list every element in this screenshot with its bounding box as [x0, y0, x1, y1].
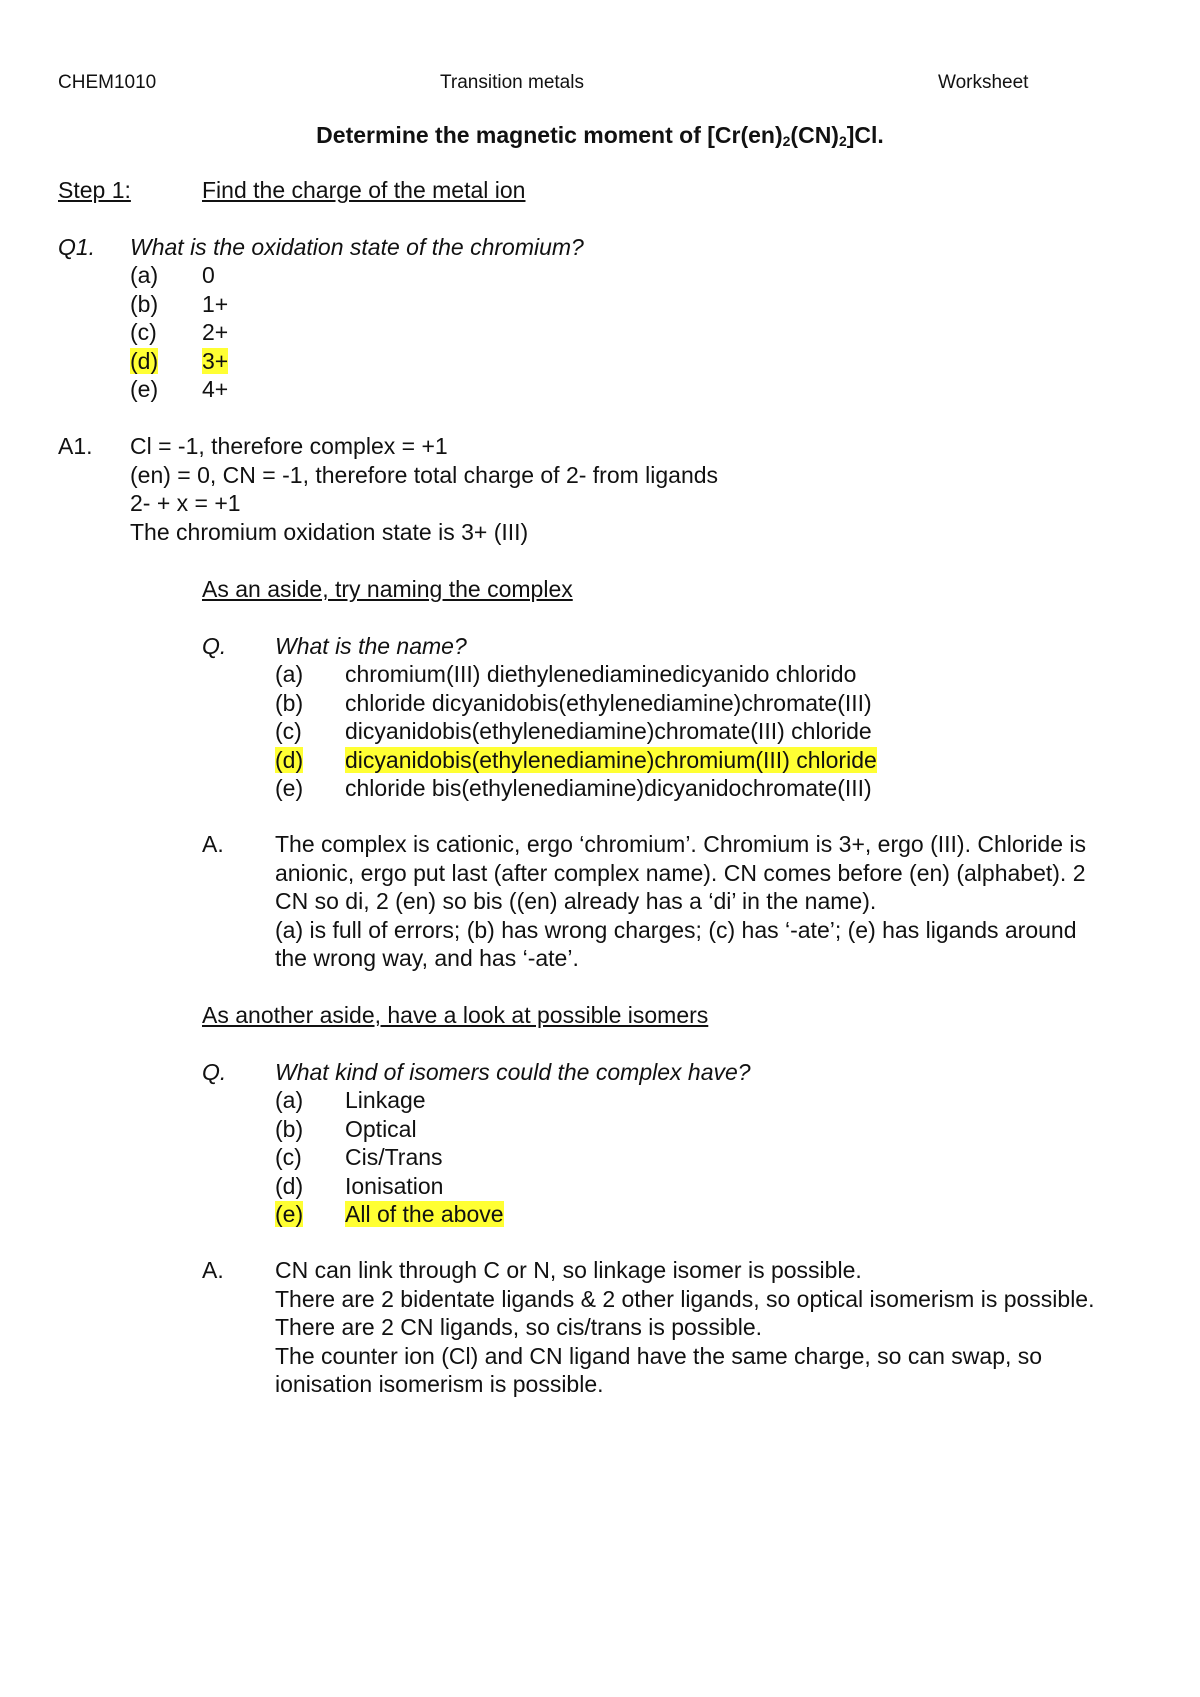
aside2-answer-line: ionisation isomerism is possible. — [275, 1371, 604, 1397]
q1-option-e-text: 4+ — [202, 376, 229, 402]
aside1-answer — [275, 830, 1086, 973]
header-topic: Transition metals — [440, 72, 584, 93]
aside2-heading: As another aside, have a look at possible isomers — [202, 1002, 709, 1028]
aside1-answer-line: the wrong way, and has ‘-ate’. — [275, 945, 579, 971]
aside2-option-b-text: Optical — [345, 1115, 417, 1142]
q1-option-texts — [202, 261, 228, 404]
aside1-answer-line: anionic, ergo put last (after complex name). CN comes before (en) (alphabet). 2 — [275, 859, 1086, 886]
aside2-option-texts — [345, 1086, 504, 1229]
a1-label: A1. — [58, 433, 93, 459]
aside1-option-a-letter: (a) — [275, 661, 304, 687]
aside2-option-d-text: Ionisation — [345, 1172, 444, 1199]
a1-answer — [130, 432, 718, 546]
header-course-code: CHEM1010 — [58, 72, 157, 93]
aside2-answer-line: There are 2 bidentate ligands & 2 other ligands, so optical isomerism is possible. — [275, 1285, 1095, 1312]
aside1-a-label: A. — [202, 831, 224, 857]
aside2-option-a-text: Linkage — [345, 1087, 426, 1113]
aside2-answer-line: The counter ion (Cl) and CN ligand have the same charge, so can swap, so — [275, 1342, 1043, 1369]
q1-option-letters — [130, 261, 158, 404]
aside1-answer-line: (a) is full of errors; (b) has wrong charges; (c) has ‘-ate’; (e) has ligands around — [275, 916, 1077, 943]
q1-option-a-text: 0 — [202, 262, 215, 288]
q1-option-a-letter: (a) — [130, 262, 159, 288]
aside2-option-a-letter: (a) — [275, 1087, 304, 1113]
aside1-option-a-text: chromium(III) diethylenediaminedicyanido chlorido — [345, 661, 857, 687]
aside1-q-label: Q. — [202, 633, 227, 659]
aside1-answer-line: CN so di, 2 (en) so bis ((en) already has a ‘di’ in the name). — [275, 888, 877, 914]
aside2-option-b-letter: (b) — [275, 1115, 304, 1142]
q1-option-d-letter: (d) — [130, 347, 159, 374]
aside2-option-letters — [275, 1086, 303, 1229]
aside2-answer — [275, 1256, 1095, 1399]
aside2-option-e-text: All of the above — [345, 1201, 504, 1227]
aside1-option-b-letter: (b) — [275, 689, 304, 716]
aside1-option-e-text: chloride bis(ethylenediamine)dicyanidochromate(III) — [345, 775, 872, 801]
step1-text: Find the charge of the metal ion — [202, 177, 526, 203]
aside1-question: What is the name? — [275, 633, 467, 659]
a1-line: (en) = 0, CN = -1, therefore total charge of 2- from ligands — [130, 461, 719, 488]
aside2-a-label: A. — [202, 1257, 224, 1283]
aside1-answer-line: The complex is cationic, ergo ‘chromium’. Chromium is 3+, ergo (III). Chloride is — [275, 831, 1087, 857]
aside1-option-d-letter: (d) — [275, 746, 304, 773]
aside2-option-e-letter: (e) — [275, 1201, 304, 1227]
aside2-option-d-letter: (d) — [275, 1172, 304, 1199]
aside1-option-d-text: dicyanidobis(ethylenediamine)chromium(III) chloride — [345, 746, 877, 773]
q1-option-d-text: 3+ — [202, 347, 229, 374]
aside1-option-b-text: chloride dicyanidobis(ethylenediamine)chromate(III) — [345, 689, 872, 716]
q1-option-e-letter: (e) — [130, 376, 159, 402]
q1-option-b-text: 1+ — [202, 290, 229, 317]
q1-option-c-text: 2+ — [202, 319, 229, 345]
step1-label: Step 1: — [58, 177, 131, 203]
q1-option-b-letter: (b) — [130, 290, 159, 317]
header-doc-type: Worksheet — [938, 72, 1029, 93]
q1-label: Q1. — [58, 234, 96, 260]
a1-line: The chromium oxidation state is 3+ (III) — [130, 518, 529, 545]
a1-line: Cl = -1, therefore complex = +1 — [130, 433, 448, 459]
page-title: Determine the magnetic moment of $[Cr(en)_2(CN)_2]Cl$. — [316, 122, 884, 149]
q1-question: What is the oxidation state of the chromium? — [130, 234, 584, 260]
a1-line: 2- + x = +1 — [130, 490, 241, 516]
aside1-option-e-letter: (e) — [275, 775, 304, 801]
aside1-option-c-text: dicyanidobis(ethylenediamine)chromate(III) chloride — [345, 718, 872, 744]
aside1-option-texts — [345, 660, 877, 803]
aside1-heading: As an aside, try naming the complex — [202, 576, 573, 602]
aside2-question: What kind of isomers could the complex have? — [275, 1059, 751, 1085]
aside1-option-letters — [275, 660, 303, 803]
aside2-option-c-letter: (c) — [275, 1144, 302, 1170]
q1-option-c-letter: (c) — [130, 319, 157, 345]
aside2-answer-line: There are 2 CN ligands, so cis/trans is possible. — [275, 1314, 763, 1340]
aside2-option-c-text: Cis/Trans — [345, 1144, 443, 1170]
aside1-option-c-letter: (c) — [275, 718, 302, 744]
aside2-answer-line: CN can link through C or N, so linkage isomer is possible. — [275, 1257, 862, 1283]
aside2-q-label: Q. — [202, 1059, 227, 1085]
